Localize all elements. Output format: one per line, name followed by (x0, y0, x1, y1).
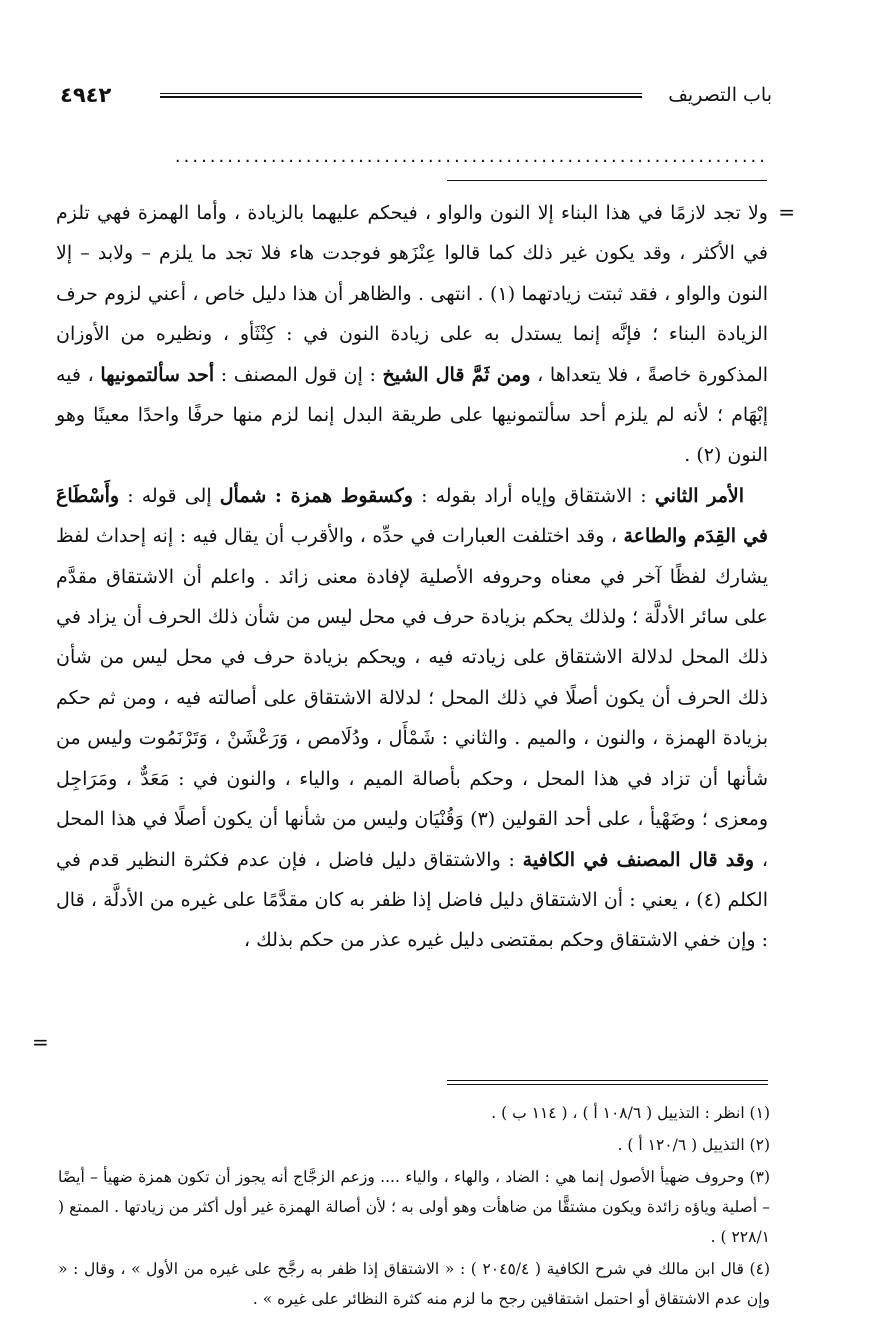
page-number: ٤٩٤٢ (60, 83, 112, 107)
continuation-mark-bottom: = (32, 1030, 49, 1054)
bold-phrase: وكسقوط همزة : شمأل (219, 484, 413, 507)
paragraph-2-text: : الاشتقاق وإياه أراد بقوله : (421, 484, 647, 507)
paragraph-2-text: : والاشتقاق دليل فاضل ، فإن عدم فكثرة النظير قدم في الكلم (٤) ، يعني : أن الاشتقاق دليل فاضل إذا ظفر به كان مقدَّمًا على غيره من الأدلَّة ، قال : وإن خفي الاشتقاق وحكم بمقتضى دليل غيره عذر من حكم بذلك ، (56, 848, 768, 952)
footnotes (58, 1098, 770, 1316)
footnote-rule (447, 1080, 768, 1081)
footnote: (١) انظر : التذييل ( ١٠٨/٦ أ ) ، ( ١١٤ ب ) . (491, 1104, 770, 1122)
footnote: (٢) التذييل ( ١٢٠/٦ أ ) . (617, 1136, 770, 1154)
section-heading: الأمر الثاني (654, 484, 745, 507)
continuation-mark-top: = (778, 200, 795, 224)
paragraph-2-text: إلى قوله : (127, 484, 212, 507)
chapter-title: باب التصريف (668, 84, 772, 106)
top-rule (447, 180, 767, 181)
main-text (56, 193, 768, 961)
header-rule (160, 93, 642, 98)
bold-phrase: وأَسْطَاعَ في القِدَم والطاعة (56, 484, 768, 548)
bold-phrase: أحد سألتمونيها (100, 363, 215, 386)
paragraph-2 (56, 476, 768, 961)
page-header (60, 80, 772, 116)
paragraph-1-text: ولا تجد لازمًا في هذا البناء إلا النون والواو ، فيحكم عليهما بالزيادة ، وأما الهمزة فهي تلزم في الأكثر ، وقد يكون غير ذلك كما قالوا عِنْزَهو فوجدت هاء فلا تجد ما يلزم – ولابد – إلا النون والواو ، فقد ثبتت زيادتهما (١) . انتهى . والظاهر أن هذا دليل خاص ، أعني لزوم حرف الزيادة البناء ؛ فإنَّه إنما يستدل به على زيادة النون في : كِنْثَأو ، ونظيره من الأوزان المذكورة خاصةً ، فلا يتعداها ، (56, 202, 769, 386)
bold-phrase: وقد قال المصنف في الكافية (522, 848, 755, 871)
dotted-separator: .................................................................... (174, 146, 768, 167)
footnote: (٤) قال ابن مالك في شرح الكافية ( ٢٠٤٥/٤ ) : « الاشتقاق إذا ظفر به رجَّح على غيره من الأول » ، وقال : « وإن عدم الاشتقاق أو احتمل اشتقاقين رجح ما لزم منه كثرة النظائر على غيره » . (58, 1260, 770, 1308)
bold-phrase: ومن ثَمَّ قال الشيخ (382, 363, 531, 386)
paragraph-1-end: ، فيه إبْهَام ؛ لأنه لم يلزم أحد سألتمونيها على طريقة البدل إنما لزم منها حرفًا واحدًا معينًا وهو النون (٢) . (56, 363, 768, 467)
paragraph-2-text: ، وقد اختلفت العبارات في حدِّه ، والأقرب أن يقال فيه : إنه إحداث لفظ يشارك لفظًا آخر في معناه وحروفه الأصلية لإفادة معنى زائد . واعلم أن الاشتقاق مقدَّم على سائر الأدلَّة ؛ ولذلك يحكم بزيادة حرف في محل ليس من شأن ذلك الحرف أن يزاد في ذلك المحل لدلالة الاشتقاق على زيادته فيه ، ويحكم بزيادة حرف في محل ليس من شأن ذلك الحرف أن يكون أصلًا في ذلك المحل ؛ لدلالة الاشتقاق على أصالته فيه ، ومن ثم حكم بزيادة الهمزة ، والنون ، والميم . والثاني : شَمْأَل ، ودُلَامص ، وَرَعْشَنْ ، وَتَرْنَمُوت وليس من شأنها أن تزاد في هذا المحل ، وحكم بأصالة الميم ، والياء ، والنون في : مَعَدٌّ ، ومَرَاجِل ومعزى ؛ وضَهْيأ ، على أحد القولين (٣) وَقُنْيَان وليس من شأنها أن يكون أصلًا في هذا المحل ، (56, 525, 768, 871)
footnote: (٣) وحروف ضهيأ الأصول إنما هي : الضاد ، والهاء ، والياء .... وزعم الزجَّاج أنه يجوز أن تكون همزة ضهيأ – أيضًا – أصلية وياؤه زائدة ويكون مشتقًّا من ضاهأت وهو أولى به ؛ لأن أصالة الهمزة غير أول أكثر من زيادتها . الممتع ( ٢٢٨/١ ) . (58, 1168, 770, 1246)
paragraph-1 (56, 193, 768, 476)
paragraph-1-mid: : إن قول المصنف : (220, 363, 376, 386)
